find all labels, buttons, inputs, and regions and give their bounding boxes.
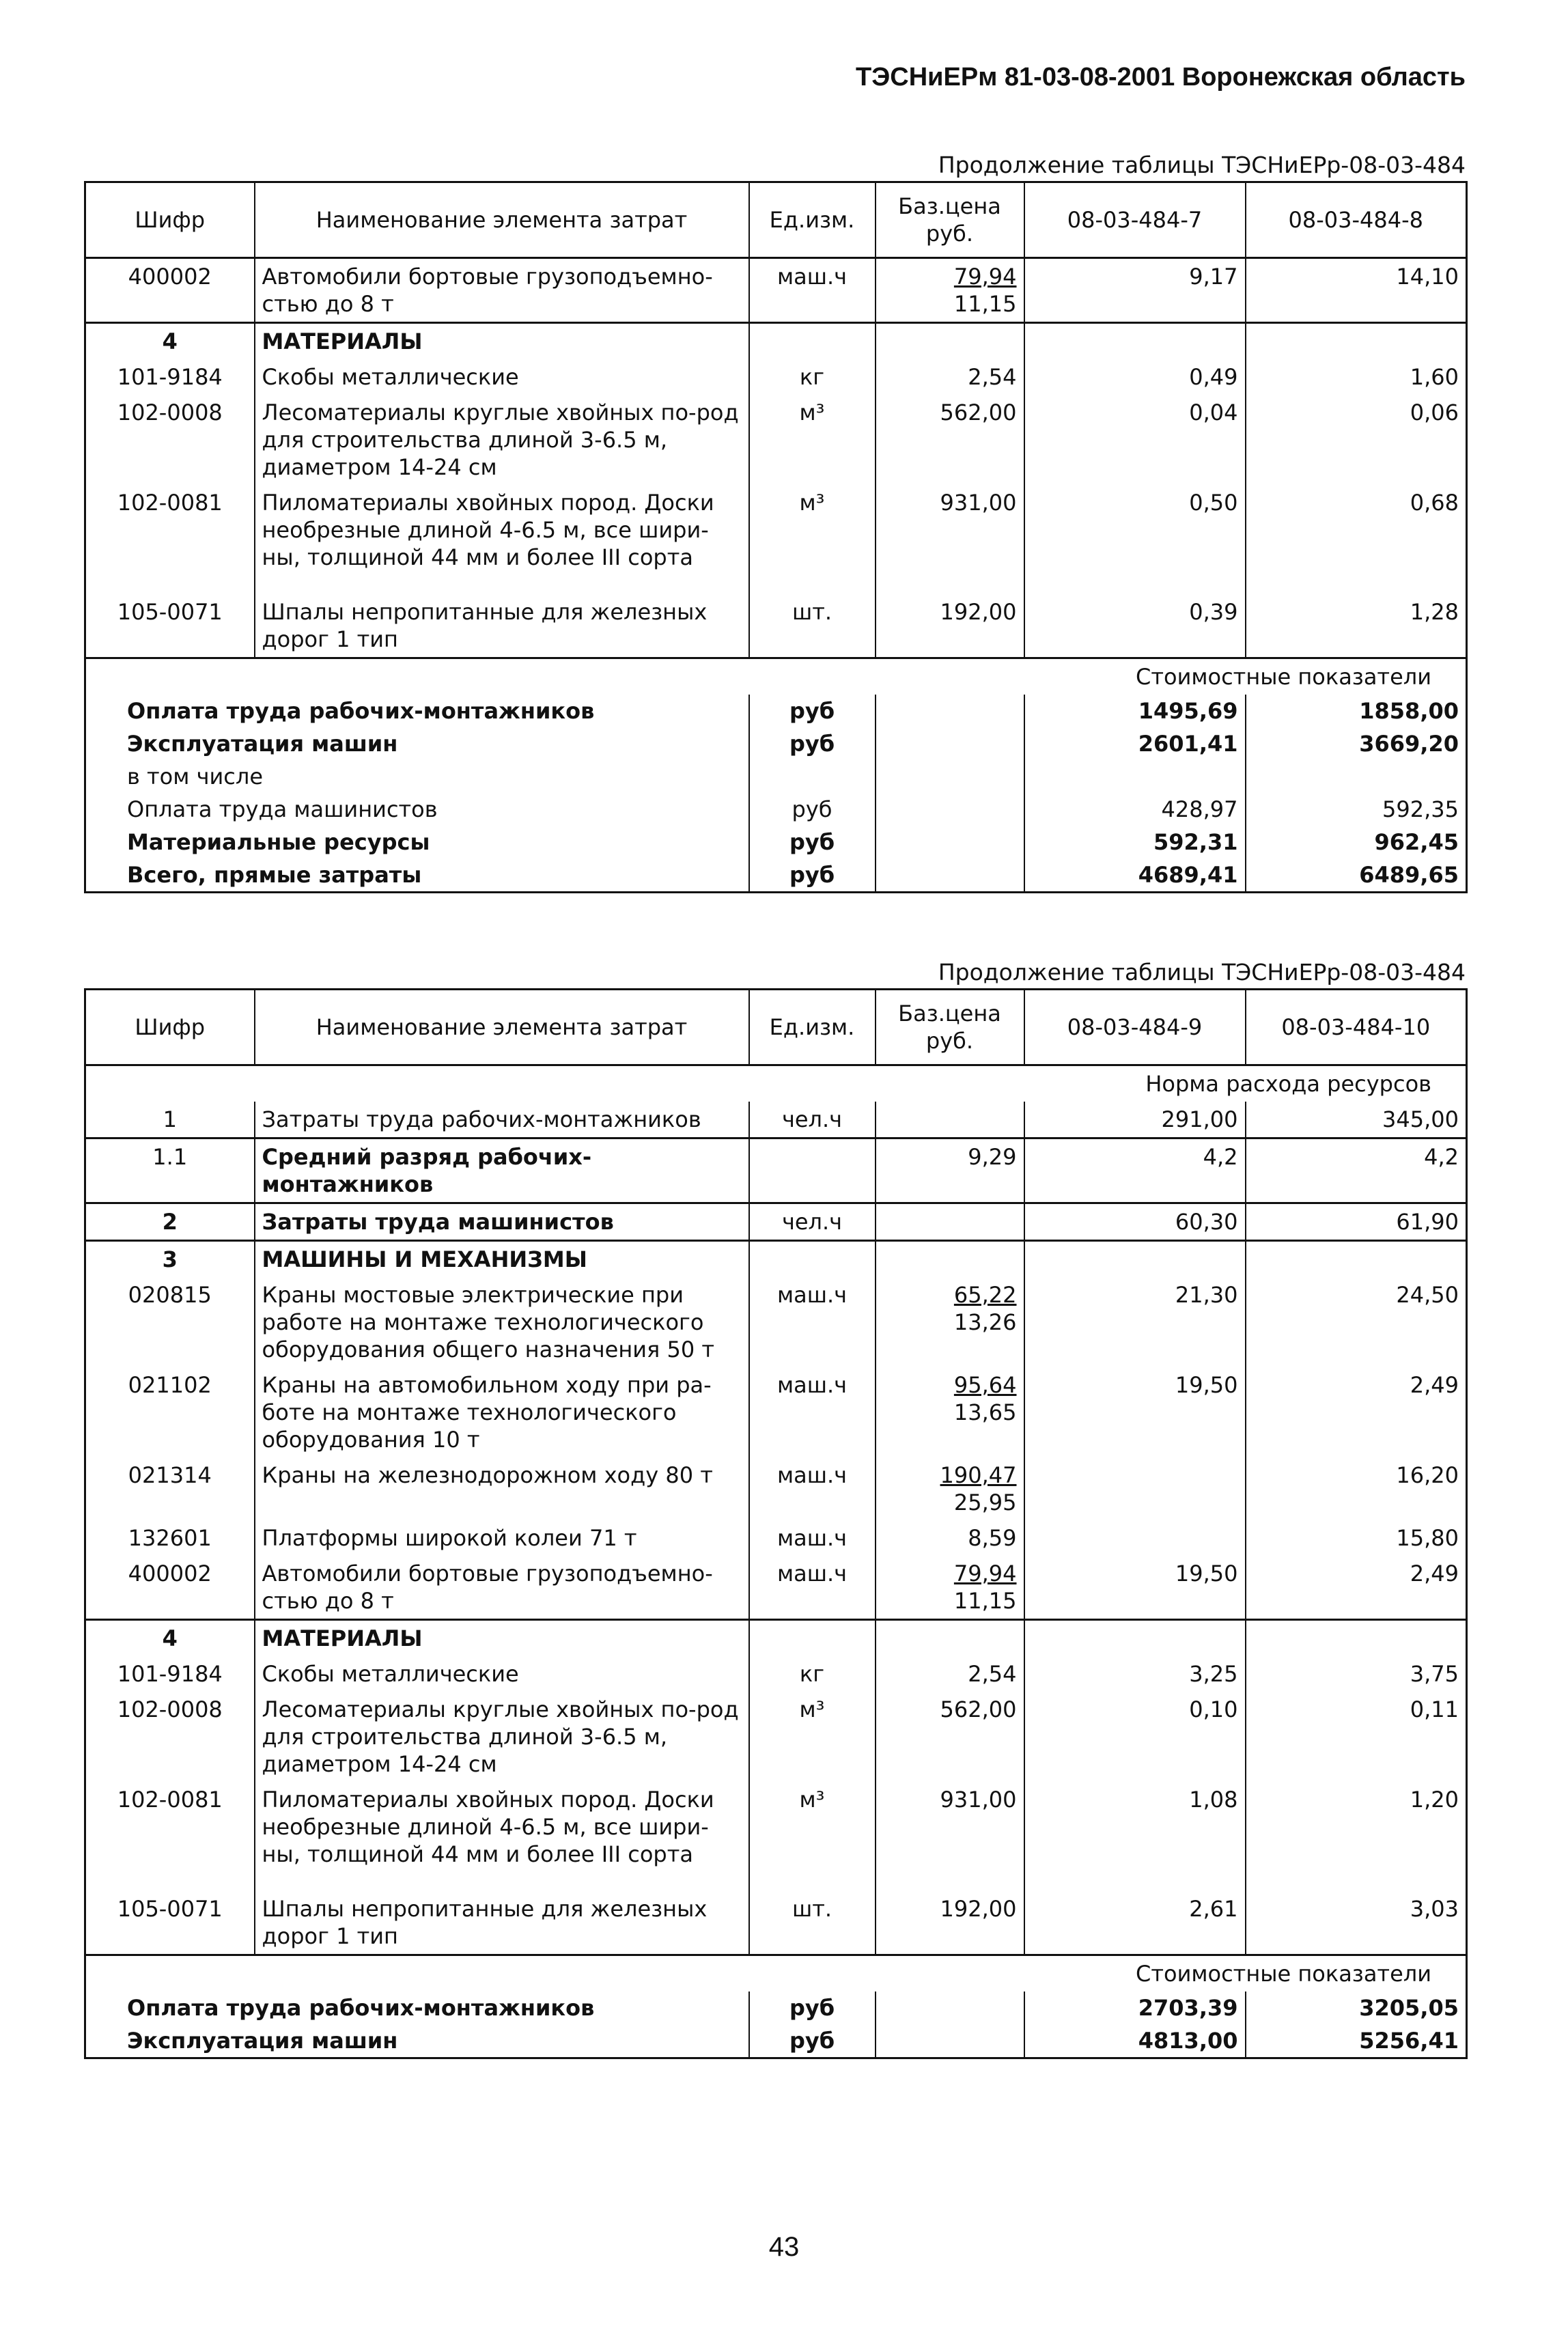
row-price-main: 79,94 bbox=[953, 264, 1017, 290]
row-unit: маш.ч bbox=[749, 258, 876, 323]
row-unit bbox=[749, 1241, 876, 1278]
row-unit: маш.ч bbox=[749, 1277, 876, 1367]
row-price bbox=[876, 323, 1024, 360]
row-unit: м³ bbox=[749, 485, 876, 594]
totals-unit: руб bbox=[749, 826, 876, 858]
totals-label: Оплата труда машинистов bbox=[85, 793, 749, 826]
row-code: 101-9184 bbox=[85, 359, 255, 395]
totals-value-2 bbox=[1246, 760, 1467, 793]
row-value-1: 1,08 bbox=[1024, 1782, 1246, 1891]
row-value-2: 4,2 bbox=[1246, 1138, 1467, 1203]
totals-row bbox=[85, 2024, 1467, 2058]
totals-price-empty bbox=[876, 826, 1024, 858]
totals-value-1: 592,31 bbox=[1024, 826, 1246, 858]
totals-value-1: 2601,41 bbox=[1024, 727, 1246, 760]
col-header-v1: 08-03-484-7 bbox=[1024, 182, 1246, 258]
row-price-machinist: 25,95 bbox=[953, 1490, 1017, 1515]
row-name: Средний разряд рабочих-монтажников bbox=[255, 1138, 749, 1203]
table1-block bbox=[84, 152, 1466, 893]
row-price bbox=[876, 1277, 1024, 1367]
row-value-1: 0,49 bbox=[1024, 359, 1246, 395]
table1 bbox=[84, 181, 1468, 893]
totals-value-1: 4813,00 bbox=[1024, 2024, 1246, 2058]
row-price bbox=[876, 1656, 1024, 1692]
row-value-2: 0,11 bbox=[1246, 1692, 1467, 1782]
document-header: ТЭСНиЕРм 81-03-08-2001 Воронежская область bbox=[856, 63, 1466, 92]
row-price bbox=[876, 485, 1024, 594]
totals-label: Материальные ресурсы bbox=[85, 826, 749, 858]
table-row bbox=[85, 594, 1467, 658]
row-price-machinist: 11,15 bbox=[953, 291, 1017, 317]
totals-value-1: 4689,41 bbox=[1024, 858, 1246, 893]
row-value-1: 291,00 bbox=[1024, 1102, 1246, 1138]
totals-price-empty bbox=[876, 858, 1024, 893]
row-price-main: 931,00 bbox=[940, 490, 1017, 516]
row-code: 021314 bbox=[85, 1457, 255, 1520]
row-value-2 bbox=[1246, 1620, 1467, 1657]
row-price bbox=[876, 1556, 1024, 1620]
row-code: 400002 bbox=[85, 1556, 255, 1620]
row-name: Скобы металлические bbox=[255, 1656, 749, 1692]
row-value-1: 19,50 bbox=[1024, 1556, 1246, 1620]
row-price-main: 8,59 bbox=[968, 1525, 1017, 1551]
totals-price-empty bbox=[876, 2024, 1024, 2058]
row-code: 102-0008 bbox=[85, 1692, 255, 1782]
row-value-1: 0,50 bbox=[1024, 485, 1246, 594]
totals-value-2: 962,45 bbox=[1246, 826, 1467, 858]
table-row bbox=[85, 1620, 1467, 1657]
totals-value-2: 1858,00 bbox=[1246, 695, 1467, 727]
row-unit bbox=[749, 1138, 876, 1203]
row-name: Платформы широкой колеи 71 т bbox=[255, 1520, 749, 1556]
row-name: Краны на автомобильном ходу при ра-боте на монтаже технологического оборудования 10 т bbox=[255, 1367, 749, 1457]
row-code: 1 bbox=[85, 1102, 255, 1138]
row-price bbox=[876, 258, 1024, 323]
row-price-main: 2,54 bbox=[968, 1661, 1017, 1687]
row-value-1: 60,30 bbox=[1024, 1203, 1246, 1241]
row-name: Затраты труда рабочих-монтажников bbox=[255, 1102, 749, 1138]
row-code: 102-0081 bbox=[85, 1782, 255, 1891]
col-header-code: Шифр bbox=[85, 990, 255, 1065]
row-value-2: 16,20 bbox=[1246, 1457, 1467, 1520]
col-header-code: Шифр bbox=[85, 182, 255, 258]
row-name: МАТЕРИАЛЫ bbox=[255, 1620, 749, 1657]
row-price bbox=[876, 1102, 1024, 1138]
col-header-v2: 08-03-484-10 bbox=[1246, 990, 1467, 1065]
col-header-price: Баз.цена руб. bbox=[876, 182, 1024, 258]
row-code: 4 bbox=[85, 323, 255, 360]
row-price-main: 79,94 bbox=[953, 1561, 1017, 1587]
row-price-main: 2,54 bbox=[968, 364, 1017, 390]
row-unit: маш.ч bbox=[749, 1457, 876, 1520]
row-unit: маш.ч bbox=[749, 1520, 876, 1556]
row-value-2: 61,90 bbox=[1246, 1203, 1467, 1241]
row-unit: кг bbox=[749, 1656, 876, 1692]
table-row bbox=[85, 1692, 1467, 1782]
row-code: 020815 bbox=[85, 1277, 255, 1367]
row-value-1: 0,10 bbox=[1024, 1692, 1246, 1782]
row-name: Шпалы непропитанные для железных дорог 1 тип bbox=[255, 594, 749, 658]
table-row bbox=[85, 1556, 1467, 1620]
row-price-machinist: 13,65 bbox=[953, 1399, 1017, 1425]
row-value-2: 2,49 bbox=[1246, 1367, 1467, 1457]
row-value-1: 21,30 bbox=[1024, 1277, 1246, 1367]
row-price-main: 192,00 bbox=[940, 1896, 1017, 1922]
row-value-1 bbox=[1024, 323, 1246, 360]
table1-cost-label: Стоимостные показатели bbox=[85, 658, 1467, 695]
row-code: 3 bbox=[85, 1241, 255, 1278]
row-name: Пиломатериалы хвойных пород. Доски необрезные длиной 4-6.5 м, все шири-ны, толщиной 44 мм и более III сорта bbox=[255, 485, 749, 594]
row-value-2: 0,06 bbox=[1246, 395, 1467, 485]
row-price bbox=[876, 359, 1024, 395]
totals-row bbox=[85, 727, 1467, 760]
row-unit: м³ bbox=[749, 1692, 876, 1782]
row-price bbox=[876, 1203, 1024, 1241]
totals-row bbox=[85, 1991, 1467, 2024]
row-value-2 bbox=[1246, 323, 1467, 360]
row-name: Лесоматериалы круглые хвойных по-род для строительства длиной 3-6.5 м, диаметром 14-24 см bbox=[255, 395, 749, 485]
col-header-unit: Ед.изм. bbox=[749, 182, 876, 258]
row-value-2: 345,00 bbox=[1246, 1102, 1467, 1138]
row-code: 021102 bbox=[85, 1367, 255, 1457]
table2-norm-label: Норма расхода ресурсов bbox=[85, 1065, 1467, 1102]
row-value-1 bbox=[1024, 1241, 1246, 1278]
row-unit: шт. bbox=[749, 1891, 876, 1955]
row-code: 105-0071 bbox=[85, 594, 255, 658]
totals-value-2: 3205,05 bbox=[1246, 1991, 1467, 2024]
row-price-main: 562,00 bbox=[940, 400, 1017, 425]
row-price bbox=[876, 1138, 1024, 1203]
table2-header-row bbox=[85, 990, 1467, 1065]
row-code: 400002 bbox=[85, 258, 255, 323]
totals-unit: руб bbox=[749, 858, 876, 893]
row-price-machinist: 13,26 bbox=[953, 1309, 1017, 1335]
row-value-1: 3,25 bbox=[1024, 1656, 1246, 1692]
totals-price-empty bbox=[876, 695, 1024, 727]
totals-label: в том числе bbox=[85, 760, 749, 793]
table-row bbox=[85, 359, 1467, 395]
table2-cost-label-row bbox=[85, 1955, 1467, 1992]
table-row bbox=[85, 1241, 1467, 1278]
totals-unit: руб bbox=[749, 793, 876, 826]
table2-block bbox=[84, 959, 1466, 2059]
totals-value-1 bbox=[1024, 760, 1246, 793]
table-row bbox=[85, 1457, 1467, 1520]
row-code: 102-0008 bbox=[85, 395, 255, 485]
col-header-v1: 08-03-484-9 bbox=[1024, 990, 1246, 1065]
row-price-main: 562,00 bbox=[940, 1696, 1017, 1722]
row-code: 4 bbox=[85, 1620, 255, 1657]
row-price bbox=[876, 1692, 1024, 1782]
row-code: 101-9184 bbox=[85, 1656, 255, 1692]
col-header-price: Баз.цена руб. bbox=[876, 990, 1024, 1065]
row-code: 2 bbox=[85, 1203, 255, 1241]
table-row bbox=[85, 1277, 1467, 1367]
row-price-main: 190,47 bbox=[940, 1462, 1017, 1488]
row-unit: маш.ч bbox=[749, 1556, 876, 1620]
row-name: Автомобили бортовые грузоподъемно-стью до 8 т bbox=[255, 258, 749, 323]
totals-unit: руб bbox=[749, 1991, 876, 2024]
row-value-1 bbox=[1024, 1620, 1246, 1657]
row-price bbox=[876, 1367, 1024, 1457]
row-unit: м³ bbox=[749, 1782, 876, 1891]
totals-label: Всего, прямые затраты bbox=[85, 858, 749, 893]
row-name: МАТЕРИАЛЫ bbox=[255, 323, 749, 360]
row-code: 132601 bbox=[85, 1520, 255, 1556]
table-row bbox=[85, 1891, 1467, 1955]
table2-cost-label: Стоимостные показатели bbox=[85, 1955, 1467, 1992]
table2-caption: Продолжение таблицы ТЭСНиЕРр-08-03-484 bbox=[938, 959, 1466, 986]
totals-row bbox=[85, 760, 1467, 793]
table-row bbox=[85, 1656, 1467, 1692]
row-value-1 bbox=[1024, 1457, 1246, 1520]
row-value-1: 4,2 bbox=[1024, 1138, 1246, 1203]
row-value-1: 9,17 bbox=[1024, 258, 1246, 323]
totals-label: Эксплуатация машин bbox=[85, 2024, 749, 2058]
table2-norm-label-row bbox=[85, 1065, 1467, 1102]
table-row bbox=[85, 395, 1467, 485]
table1-cost-label-row bbox=[85, 658, 1467, 695]
row-unit: чел.ч bbox=[749, 1102, 876, 1138]
table2 bbox=[84, 988, 1468, 2059]
totals-row bbox=[85, 695, 1467, 727]
row-value-2: 1,28 bbox=[1246, 594, 1467, 658]
row-unit: м³ bbox=[749, 395, 876, 485]
col-header-unit: Ед.изм. bbox=[749, 990, 876, 1065]
totals-value-2: 592,35 bbox=[1246, 793, 1467, 826]
totals-price-empty bbox=[876, 793, 1024, 826]
row-price-main: 931,00 bbox=[940, 1787, 1017, 1813]
totals-row bbox=[85, 826, 1467, 858]
row-code: 1.1 bbox=[85, 1138, 255, 1203]
row-name: Пиломатериалы хвойных пород. Доски необрезные длиной 4-6.5 м, все шири-ны, толщиной 44 мм и более III сорта bbox=[255, 1782, 749, 1891]
page-number: 43 bbox=[768, 2232, 800, 2262]
totals-label: Оплата труда рабочих-монтажников bbox=[85, 695, 749, 727]
totals-unit: руб bbox=[749, 2024, 876, 2058]
row-name: Краны мостовые электрические при работе на монтаже технологического оборудования общего назначения 50 т bbox=[255, 1277, 749, 1367]
totals-value-2: 6489,65 bbox=[1246, 858, 1467, 893]
row-unit: чел.ч bbox=[749, 1203, 876, 1241]
row-name: Затраты труда машинистов bbox=[255, 1203, 749, 1241]
table-row bbox=[85, 323, 1467, 360]
table-row bbox=[85, 1367, 1467, 1457]
row-value-2: 3,75 bbox=[1246, 1656, 1467, 1692]
totals-price-empty bbox=[876, 760, 1024, 793]
totals-label: Эксплуатация машин bbox=[85, 727, 749, 760]
row-value-1: 2,61 bbox=[1024, 1891, 1246, 1955]
row-value-1 bbox=[1024, 1520, 1246, 1556]
row-value-1: 0,39 bbox=[1024, 594, 1246, 658]
table-row bbox=[85, 1102, 1467, 1138]
table1-caption: Продолжение таблицы ТЭСНиЕРр-08-03-484 bbox=[938, 152, 1466, 178]
row-value-2: 1,60 bbox=[1246, 359, 1467, 395]
row-code: 102-0081 bbox=[85, 485, 255, 594]
row-price-main: 192,00 bbox=[940, 599, 1017, 625]
row-price bbox=[876, 395, 1024, 485]
row-price bbox=[876, 1891, 1024, 1955]
totals-row bbox=[85, 793, 1467, 826]
row-price-main: 9,29 bbox=[968, 1144, 1017, 1170]
row-name: Автомобили бортовые грузоподъемно-стью до 8 т bbox=[255, 1556, 749, 1620]
row-value-2: 15,80 bbox=[1246, 1520, 1467, 1556]
row-price-main: 95,64 bbox=[953, 1372, 1017, 1398]
totals-unit: руб bbox=[749, 695, 876, 727]
table-row bbox=[85, 485, 1467, 594]
row-value-2: 3,03 bbox=[1246, 1891, 1467, 1955]
table1-header-row bbox=[85, 182, 1467, 258]
totals-row bbox=[85, 858, 1467, 893]
row-name: Краны на железнодорожном ходу 80 т bbox=[255, 1457, 749, 1520]
row-unit: шт. bbox=[749, 594, 876, 658]
table-row bbox=[85, 258, 1467, 323]
totals-price-empty bbox=[876, 1991, 1024, 2024]
row-price-main: 65,22 bbox=[953, 1282, 1017, 1308]
row-price bbox=[876, 1241, 1024, 1278]
row-code: 105-0071 bbox=[85, 1891, 255, 1955]
table-row bbox=[85, 1203, 1467, 1241]
totals-price-empty bbox=[876, 727, 1024, 760]
totals-value-1: 1495,69 bbox=[1024, 695, 1246, 727]
row-price bbox=[876, 1457, 1024, 1520]
totals-unit: руб bbox=[749, 727, 876, 760]
row-price bbox=[876, 1620, 1024, 1657]
totals-value-1: 2703,39 bbox=[1024, 1991, 1246, 2024]
col-header-name: Наименование элемента затрат bbox=[255, 182, 749, 258]
row-value-2: 0,68 bbox=[1246, 485, 1467, 594]
table-row bbox=[85, 1782, 1467, 1891]
totals-label: Оплата труда рабочих-монтажников bbox=[85, 1991, 749, 2024]
row-unit: кг bbox=[749, 359, 876, 395]
row-value-1: 19,50 bbox=[1024, 1367, 1246, 1457]
row-name: Шпалы непропитанные для железных дорог 1 тип bbox=[255, 1891, 749, 1955]
row-price bbox=[876, 594, 1024, 658]
row-unit bbox=[749, 323, 876, 360]
row-name: Скобы металлические bbox=[255, 359, 749, 395]
row-value-2: 1,20 bbox=[1246, 1782, 1467, 1891]
totals-value-1: 428,97 bbox=[1024, 793, 1246, 826]
row-name: МАШИНЫ И МЕХАНИЗМЫ bbox=[255, 1241, 749, 1278]
table-row bbox=[85, 1520, 1467, 1556]
row-unit: маш.ч bbox=[749, 1367, 876, 1457]
row-name: Лесоматериалы круглые хвойных по-род для строительства длиной 3-6.5 м, диаметром 14-24 см bbox=[255, 1692, 749, 1782]
row-value-2: 2,49 bbox=[1246, 1556, 1467, 1620]
row-value-2 bbox=[1246, 1241, 1467, 1278]
totals-value-2: 3669,20 bbox=[1246, 727, 1467, 760]
row-value-2: 24,50 bbox=[1246, 1277, 1467, 1367]
table-row bbox=[85, 1138, 1467, 1203]
col-header-name: Наименование элемента затрат bbox=[255, 990, 749, 1065]
col-header-v2: 08-03-484-8 bbox=[1246, 182, 1467, 258]
row-price-machinist: 11,15 bbox=[953, 1588, 1017, 1614]
row-price bbox=[876, 1520, 1024, 1556]
totals-unit bbox=[749, 760, 876, 793]
row-value-2: 14,10 bbox=[1246, 258, 1467, 323]
row-unit bbox=[749, 1620, 876, 1657]
totals-value-2: 5256,41 bbox=[1246, 2024, 1467, 2058]
row-value-1: 0,04 bbox=[1024, 395, 1246, 485]
row-price bbox=[876, 1782, 1024, 1891]
